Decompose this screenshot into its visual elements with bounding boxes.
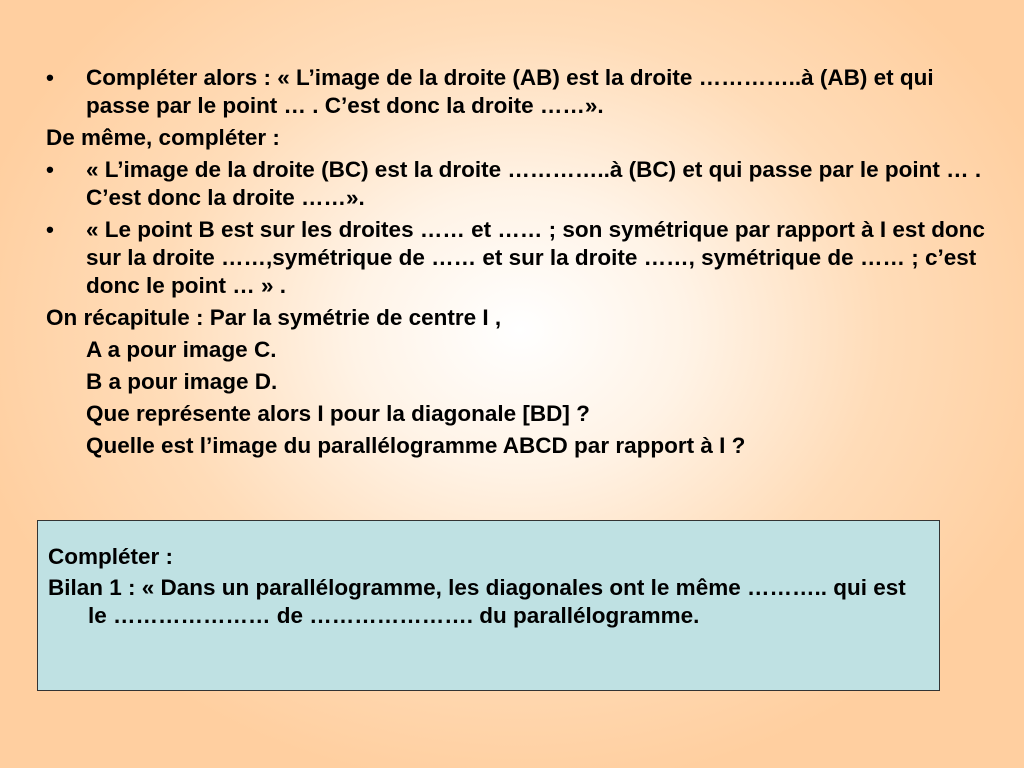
bullet-item-ab (46, 64, 986, 120)
bullet-item-bc (46, 156, 986, 212)
bilan-text: Bilan 1 : « Dans un parallélogramme, les diagonales ont le même ……….. qui est le ………………… de …………………. du parallélogramme. (48, 575, 906, 628)
bullet-dot: • (46, 217, 54, 242)
bilan-box (37, 520, 940, 691)
bullet-dot: • (46, 65, 54, 90)
bilan-heading: Compléter : (48, 544, 174, 569)
question-diagonal: Que représente alors I pour la diagonale [BD] ? (86, 401, 590, 426)
bullet-dot: • (46, 157, 54, 182)
slide-body (46, 64, 986, 464)
question-image: Quelle est l’image du parallélogramme ABCD par rapport à I ? (86, 433, 746, 458)
bullet-text-bc: « L’image de la droite (BC) est la droite …………..à (BC) et qui passe par le point … . C’est donc la droite ……». (86, 157, 982, 210)
recap-a: A a pour image C. (86, 337, 277, 362)
recap-intro: On récapitule : Par la symétrie de centre I , (46, 305, 502, 330)
bullet-text-ab: Compléter alors : « L’image de la droite (AB) est la droite …………..à (AB) et qui passe par le point … . C’est donc la droite ……». (86, 65, 934, 118)
bullet-text-point-b: « Le point B est sur les droites …… et …… ; son symétrique par rapport à I est donc sur la droite ……,symétrique de …… et sur la droite ……, symétrique de …… ; c’est donc le point … » . (86, 217, 985, 298)
recap-b: B a pour image D. (86, 369, 278, 394)
de-meme-line: De même, compléter : (46, 125, 280, 150)
bullet-item-point-b (46, 216, 986, 300)
